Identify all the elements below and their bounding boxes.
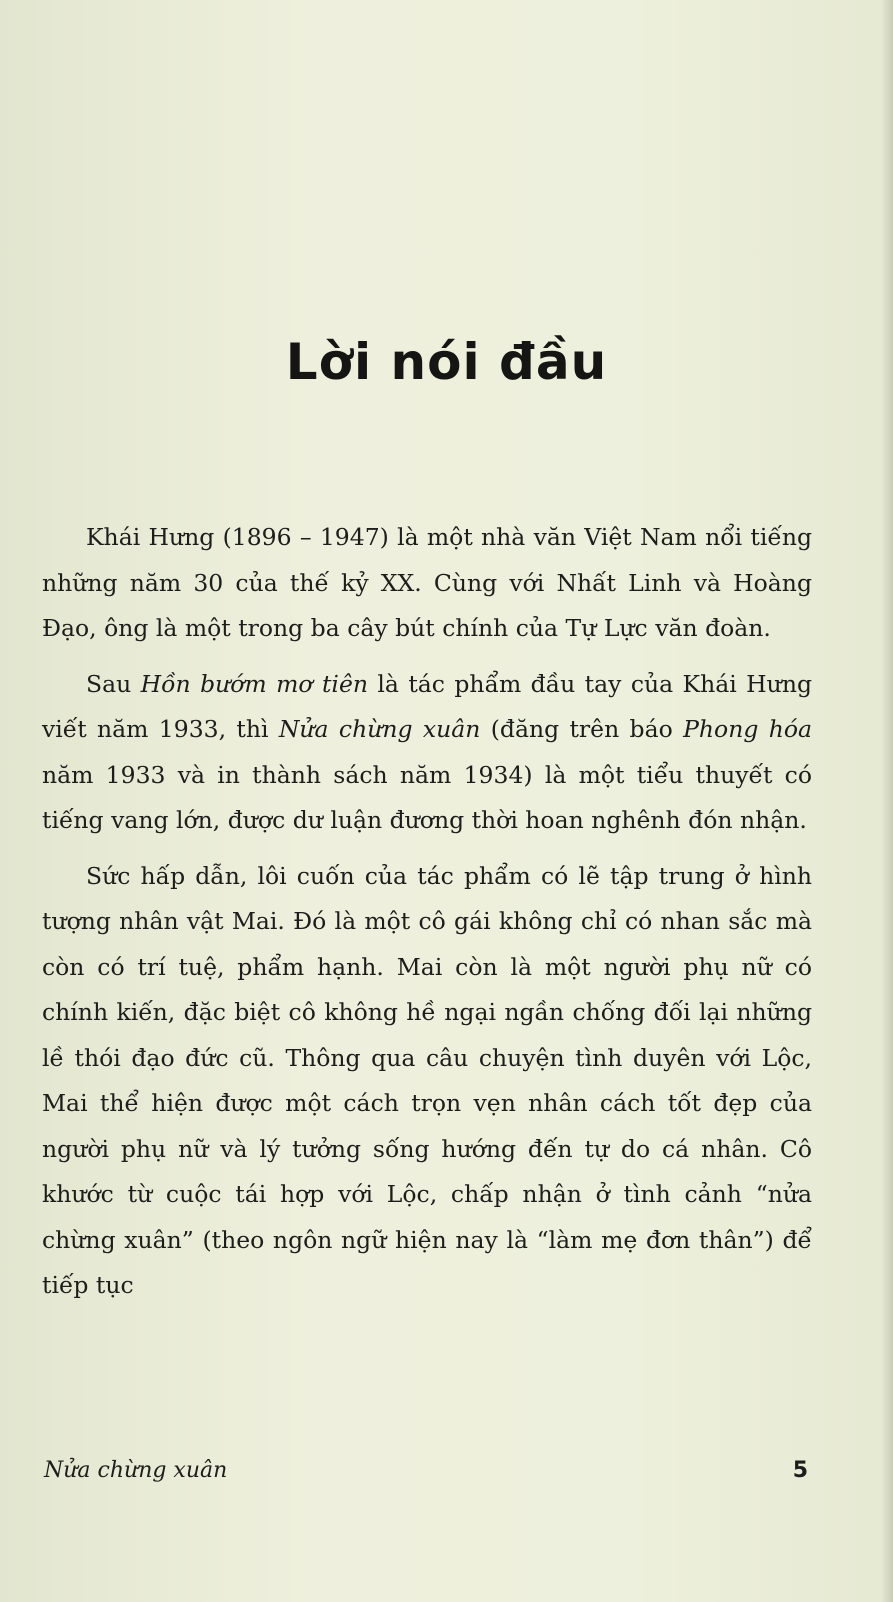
paragraph <box>42 662 812 844</box>
paragraph-text: Khái Hưng (1896 – 1947) là một nhà văn Việt Nam nổi tiếng những năm 30 của thế kỷ XX. Cùng với Nhất Linh và Hoàng Đạo, ông là một trong ba cây bút chính của Tự Lực văn đoàn. <box>42 523 812 642</box>
paragraph-text: Sau <box>86 669 141 698</box>
italic-title-text: Hồn bướm mơ tiên <box>140 669 368 698</box>
paragraph-text: năm 1933 và in thành sách năm 1934) là một tiểu thuyết có tiếng vang lớn, được dư luận đương thời hoan nghênh đón nhận. <box>42 760 812 834</box>
italic-title-text: Nửa chừng xuân <box>278 715 481 743</box>
page-title: Lời nói đầu <box>285 333 608 391</box>
paragraph-text: Sức hấp dẫn, lôi cuốn của tác phẩm có lẽ tập trung ở hình tượng nhân vật Mai. Đó là một cô gái không chỉ có nhan sắc mà còn có trí tuệ, phẩm hạnh. Mai còn là một người phụ nữ có chính kiến, đặc biệt cô không hề ngại ngần chống đối lại những lề thói đạo đức cũ. Thông qua câu chuyện tình duyên với Lộc, Mai thể hiện được một cách trọn vẹn nhân cách tốt đẹp của người phụ nữ và lý tưởng sống hướng đến tự do cá nhân. Cô khước từ cuộc tái hợp với Lộc, chấp nhận ở tình cảnh “nửa chừng xuân” (theo ngôn ngữ hiện nay là “làm mẹ đơn thân”) để tiếp tục <box>42 861 812 1299</box>
paragraph-text: (đăng trên báo <box>480 715 684 743</box>
italic-title-text: Phong hóa <box>683 715 813 743</box>
page-number: 5 <box>792 1458 808 1483</box>
page-edge-shadow <box>881 0 893 1602</box>
body-text <box>42 515 812 1319</box>
footer-book-title: Nửa chừng xuân <box>44 1458 228 1483</box>
paragraph <box>42 854 812 1309</box>
paragraph-text: là tác phẩm đầu tay của Khái Hưng viết năm 1933, thì <box>42 669 812 743</box>
paragraph <box>42 515 812 652</box>
